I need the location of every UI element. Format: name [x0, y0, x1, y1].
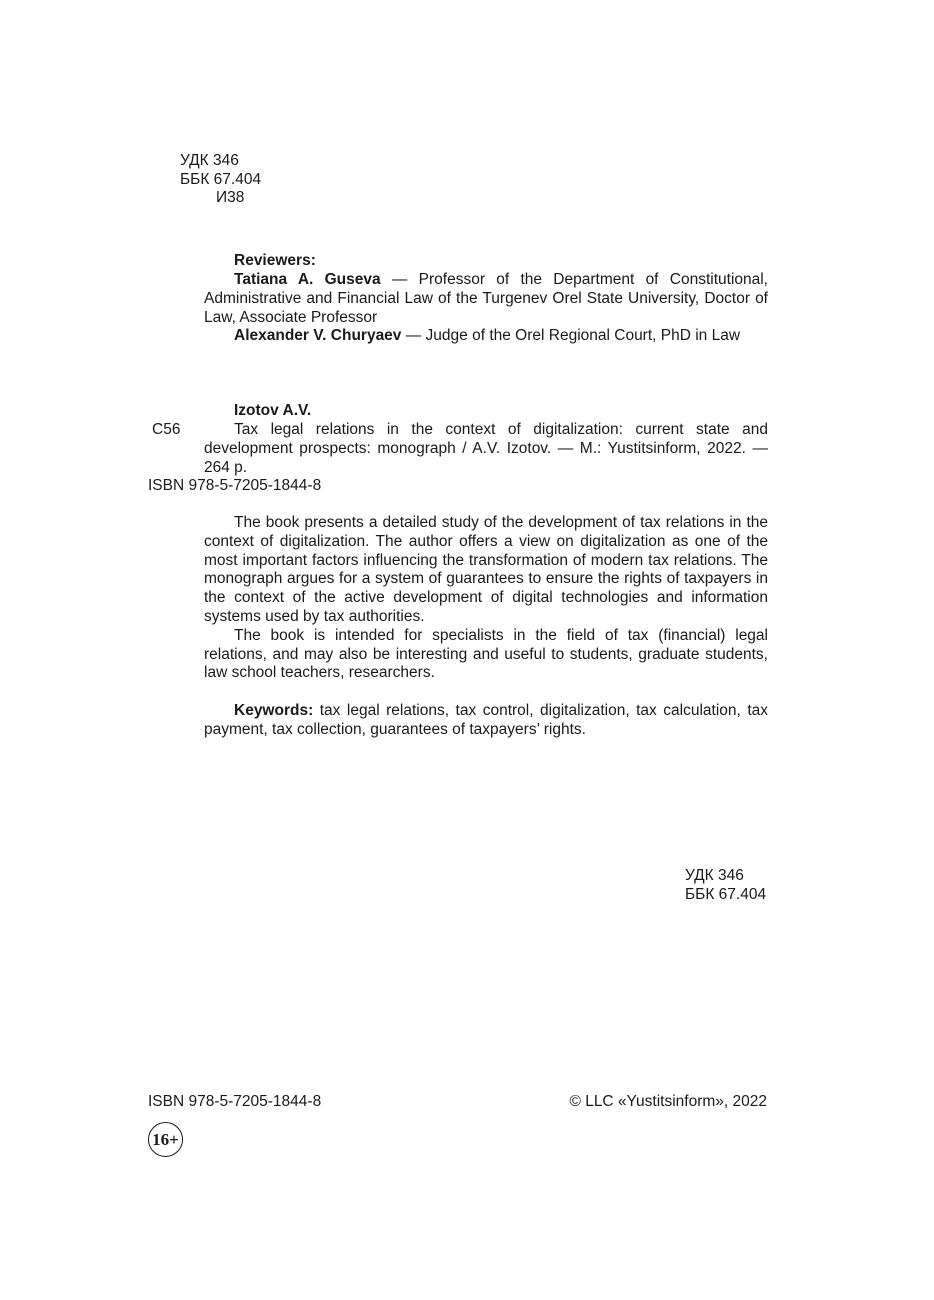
- reviewers-heading-text: Reviewers:: [234, 252, 316, 269]
- keywords-label: Keywords:: [234, 702, 314, 719]
- copyright: © LLC «Yustitsinform», 2022: [569, 1093, 767, 1110]
- bottom-udk: УДК 346: [685, 867, 744, 884]
- reviewer-1-name: Tatiana A. Guseva: [234, 271, 381, 288]
- top-bbk: ББК 67.404: [180, 171, 262, 188]
- class-code: C56: [152, 421, 181, 438]
- reviewer-2: [204, 327, 768, 346]
- age-rating-text: 16+: [152, 1129, 179, 1149]
- bottom-bbk: ББК 67.404: [685, 886, 767, 903]
- reviewers-heading: [234, 252, 316, 271]
- top-udk: УДК 346: [180, 152, 239, 169]
- reviewer-1-description: — Professor of the Department of Constitutional, Administrative and Financial Law of the Turgenev Orel State University, Doctor of Law, Associate Professor: [204, 271, 768, 326]
- keywords-text: tax legal relations, tax control, digitalization, tax calculation, tax payment, tax collection, guarantees of taxpayers’ rights.: [204, 702, 768, 738]
- author-mark: И38: [216, 189, 245, 206]
- age-rating-badge: [148, 1122, 183, 1157]
- bibliographic-description: Tax legal relations in the context of digitalization: current state and development prospects: monograph / A.V. Izotov. — M.: Yustitsinform, 2022. — 264 p.: [204, 421, 768, 476]
- abstract: [204, 514, 768, 683]
- reviewer-1: [204, 271, 768, 327]
- reviewer-2-name: Alexander V. Churyaev: [234, 327, 402, 344]
- author-name: Izotov A.V.: [234, 402, 312, 419]
- footer-isbn: ISBN 978-5-7205-1844-8: [148, 1093, 322, 1110]
- author-heading: [234, 402, 311, 421]
- abstract-paragraph-1: The book presents a detailed study of the development of tax relations in the context of digitalization. The author offers a view on digitalization as one of the most important factors influencing the transformation of modern tax relations. The monograph argues for a system of guarantees to ensure the rights of taxpayers in the context of the active development of digital technologies and information systems used by tax authorities.: [204, 514, 768, 625]
- reviewer-2-description: — Judge of the Orel Regional Court, PhD in Law: [401, 327, 741, 344]
- isbn-main: ISBN 978-5-7205-1844-8: [148, 477, 322, 494]
- keywords: [204, 702, 768, 740]
- abstract-paragraph-2: The book is intended for specialists in the field of tax (financial) legal relations, and may also be interesting and useful to students, graduate students, law school teachers, researchers.: [204, 626, 768, 682]
